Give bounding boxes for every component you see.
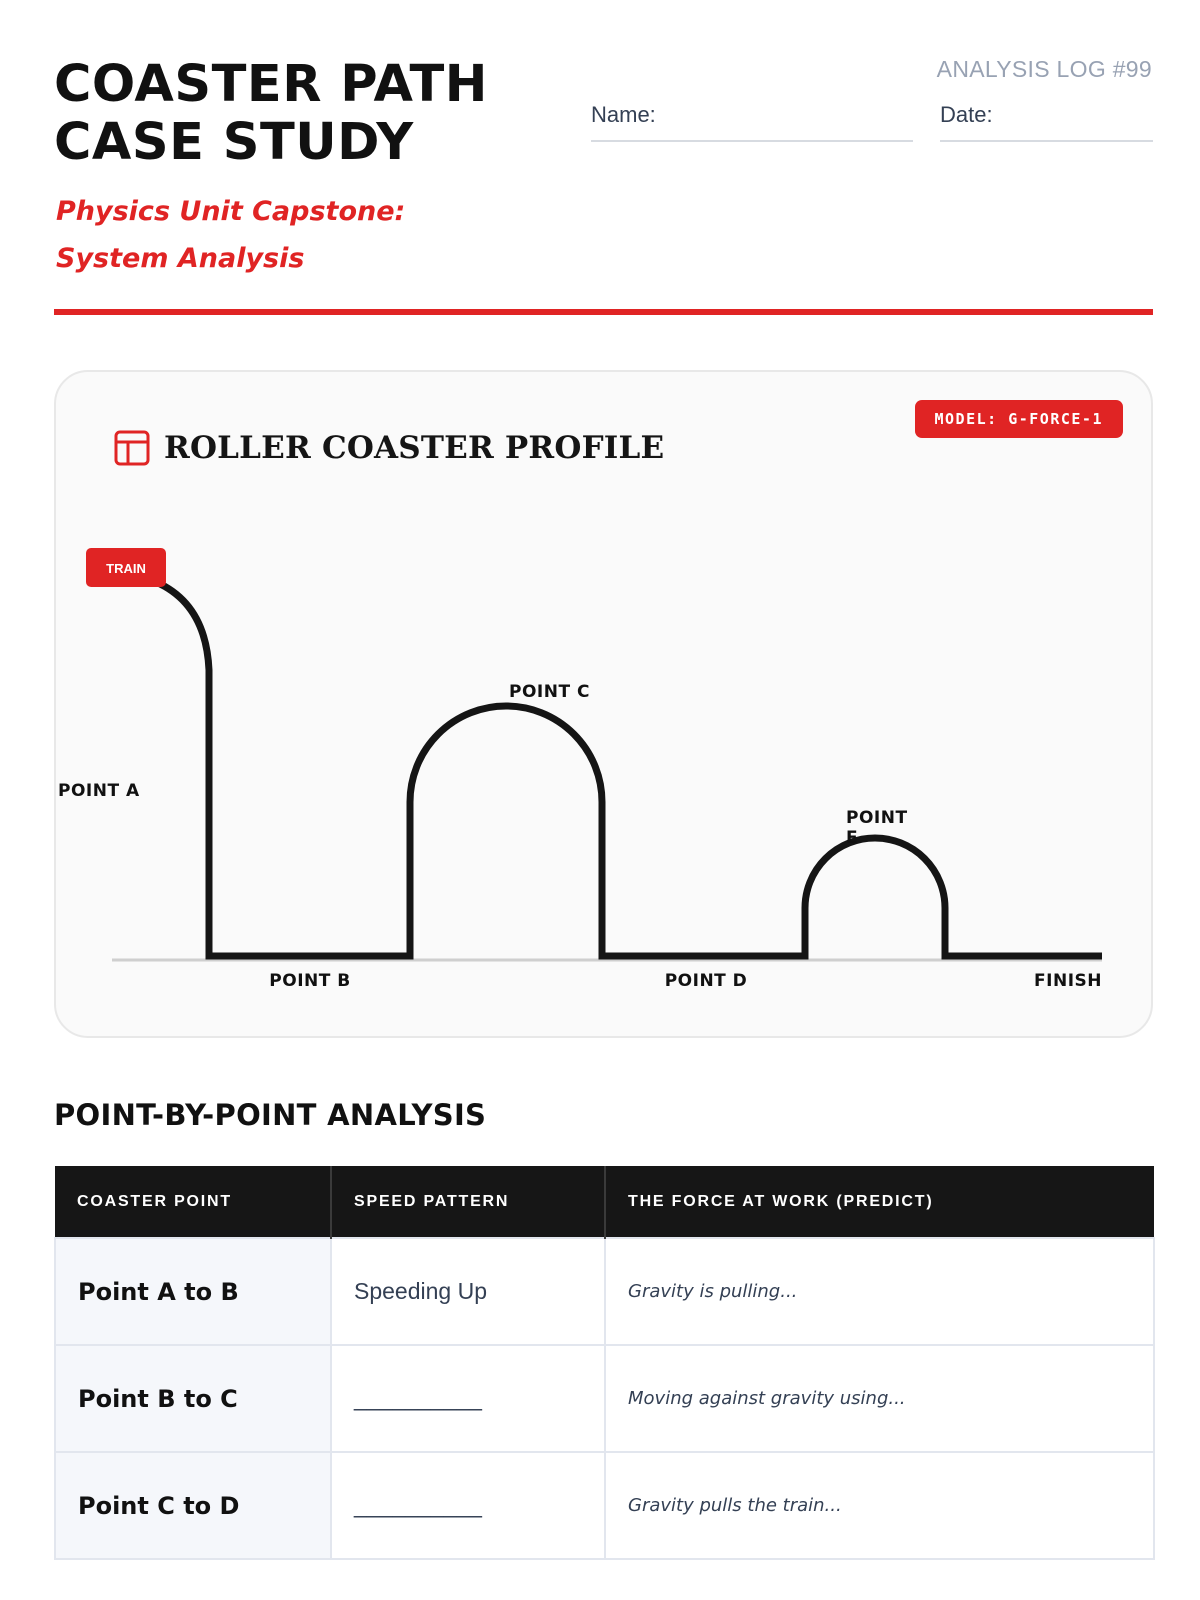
coaster-profile-card <box>54 370 1153 1038</box>
page-title <box>54 56 488 172</box>
row-force-cell[interactable]: Gravity pulls the train... <box>605 1452 1154 1559</box>
train-label: TRAIN <box>106 561 146 576</box>
page-subtitle: Physics Unit Capstone: System Analysis <box>56 196 406 274</box>
profile-title: ROLLER COASTER PROFILE <box>164 430 665 466</box>
header-divider <box>54 309 1153 315</box>
table-row <box>55 1345 1154 1452</box>
model-badge: MODEL: G-FORCE-1 <box>915 400 1124 438</box>
row-speed-cell[interactable]: __________ <box>331 1452 605 1559</box>
row-point-cell: Point C to D <box>55 1452 331 1559</box>
row-speed-cell[interactable]: Speeding Up <box>331 1238 605 1345</box>
table-header-row <box>55 1166 1154 1238</box>
finish-label: FINISH <box>1034 971 1102 991</box>
coaster-track-diagram <box>56 372 1155 1040</box>
analysis-log-number: ANALYSIS LOG #99 <box>936 56 1152 82</box>
title-line-2: CASE STUDY <box>54 113 414 172</box>
title-line-1: COASTER PATH <box>54 55 488 114</box>
date-label: Date: <box>940 102 993 127</box>
column-header-force: THE FORCE AT WORK (PREDICT) <box>605 1166 1154 1238</box>
coaster-track <box>156 582 1102 956</box>
analysis-heading: POINT-BY-POINT ANALYSIS <box>54 1098 487 1132</box>
row-point-cell: Point B to C <box>55 1345 331 1452</box>
row-point-cell: Point A to B <box>55 1238 331 1345</box>
column-header-point: COASTER POINT <box>55 1166 331 1238</box>
analysis-table <box>54 1166 1155 1560</box>
row-force-cell[interactable]: Gravity is pulling... <box>605 1238 1154 1345</box>
date-field[interactable] <box>940 102 1153 142</box>
point-c-label: POINT C <box>509 682 590 702</box>
row-force-cell[interactable]: Moving against gravity using... <box>605 1345 1154 1452</box>
name-field[interactable] <box>591 102 913 142</box>
point-b-label: POINT B <box>269 971 351 991</box>
row-speed-cell[interactable]: __________ <box>331 1345 605 1452</box>
point-e-label-line2: E <box>846 828 859 848</box>
column-header-speed: SPEED PATTERN <box>331 1166 605 1238</box>
table-row <box>55 1238 1154 1345</box>
table-row <box>55 1452 1154 1559</box>
name-label: Name: <box>591 102 656 127</box>
point-d-label: POINT D <box>664 971 748 991</box>
point-e-label-line1: POINT <box>846 808 908 828</box>
point-a-label: POINT A <box>58 781 140 801</box>
